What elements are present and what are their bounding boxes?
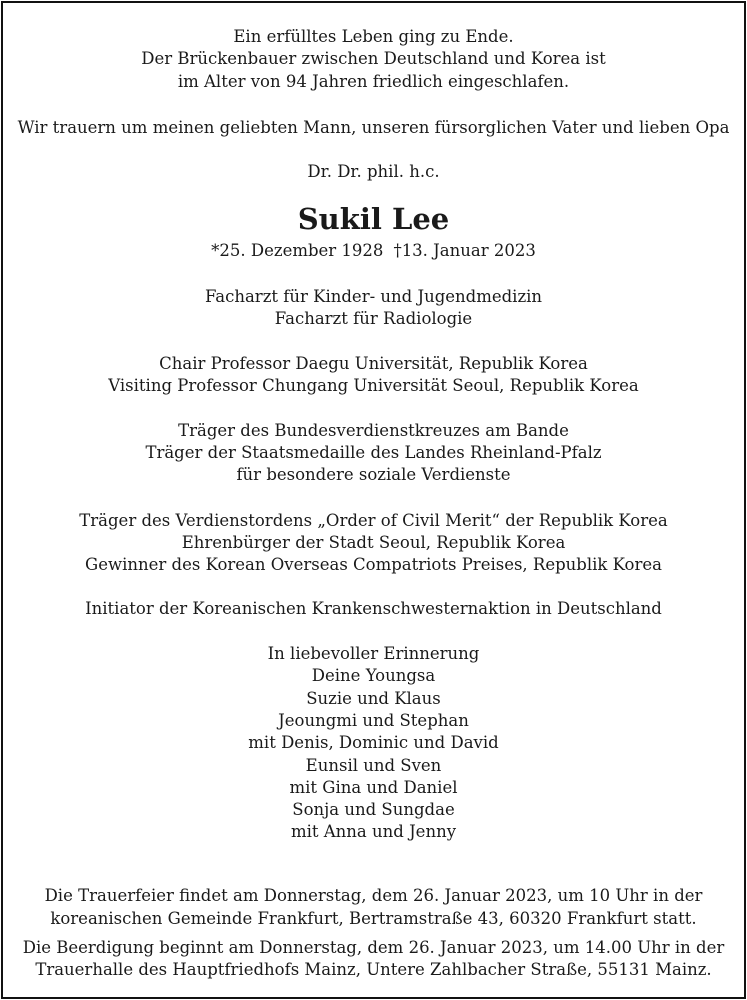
german-honor-line-1: Träger des Bundesverdienstkreuzes am Bande xyxy=(178,421,569,440)
deceased-name: Sukil Lee xyxy=(297,202,450,236)
burial-line-2: Trauerhalle des Hauptfriedhofs Mainz, Untere Zahlbacher Straße, 55131 Mainz. xyxy=(35,960,712,979)
intro-line-1: Ein erfülltes Leben ging zu Ende. xyxy=(233,27,514,46)
family-line-4: Jeoungmi und Stephan xyxy=(278,711,469,730)
academic-titles: Dr. Dr. phil. h.c. xyxy=(307,162,440,181)
profession-line-1: Facharzt für Kinder- und Jugendmedizin xyxy=(204,287,543,306)
family-line-9: mit Anna und Jenny xyxy=(290,822,457,841)
german-honor-line-2: Träger der Staatsmedaille des Landes Rheinland-Pfalz xyxy=(145,443,602,462)
family-line-5: mit Denis, Dominic und David xyxy=(248,733,499,752)
family-line-7: mit Gina und Daniel xyxy=(289,778,458,797)
german-honor-line-3: für besondere soziale Verdienste xyxy=(236,465,511,484)
ceremony-line-1: Die Trauerfeier findet am Donnerstag, dem 26. Januar 2023, um 10 Uhr in der xyxy=(44,886,703,905)
life-dates xyxy=(3,240,744,262)
birth-date: *25. Dezember 1928 xyxy=(211,241,384,260)
family-line-6: Eunsil und Sven xyxy=(305,756,442,775)
burial-line-1: Die Beerdigung beginnt am Donnerstag, dem 26. Januar 2023, um 14.00 Uhr in der xyxy=(22,938,725,957)
family-line-1: In liebevoller Erinnerung xyxy=(267,644,480,663)
korean-honor-line-2: Ehrenbürger der Stadt Seoul, Republik Korea xyxy=(181,533,566,552)
family-line-3: Suzie und Klaus xyxy=(306,689,441,708)
ceremony-line-2: koreanischen Gemeinde Frankfurt, Bertramstraße 43, 60320 Frankfurt statt. xyxy=(50,909,697,928)
initiative-line: Initiator der Koreanischen Krankenschwesternaktion in Deutschland xyxy=(85,599,662,618)
family-line-8: Sonja und Sungdae xyxy=(292,800,455,819)
korean-honor-line-3: Gewinner des Korean Overseas Compatriots Preises, Republik Korea xyxy=(85,555,662,574)
professorship-line-2: Visiting Professor Chungang Universität Seoul, Republik Korea xyxy=(108,376,639,395)
korean-honor-line-1: Träger des Verdienstordens „Order of Civil Merit“ der Republik Korea xyxy=(79,511,668,530)
family-line-2: Deine Youngsa xyxy=(311,666,436,685)
mourning-line: Wir trauern um meinen geliebten Mann, unseren fürsorglichen Vater und lieben Opa xyxy=(17,118,730,137)
profession-line-2: Facharzt für Radiologie xyxy=(274,309,473,328)
professorship-line-1: Chair Professor Daegu Universität, Republik Korea xyxy=(159,354,588,373)
obituary-notice xyxy=(3,3,744,997)
death-date: †13. Januar 2023 xyxy=(393,241,536,260)
intro-line-3: im Alter von 94 Jahren friedlich eingeschlafen. xyxy=(177,72,570,91)
intro-line-2: Der Brückenbauer zwischen Deutschland und Korea ist xyxy=(141,49,606,68)
